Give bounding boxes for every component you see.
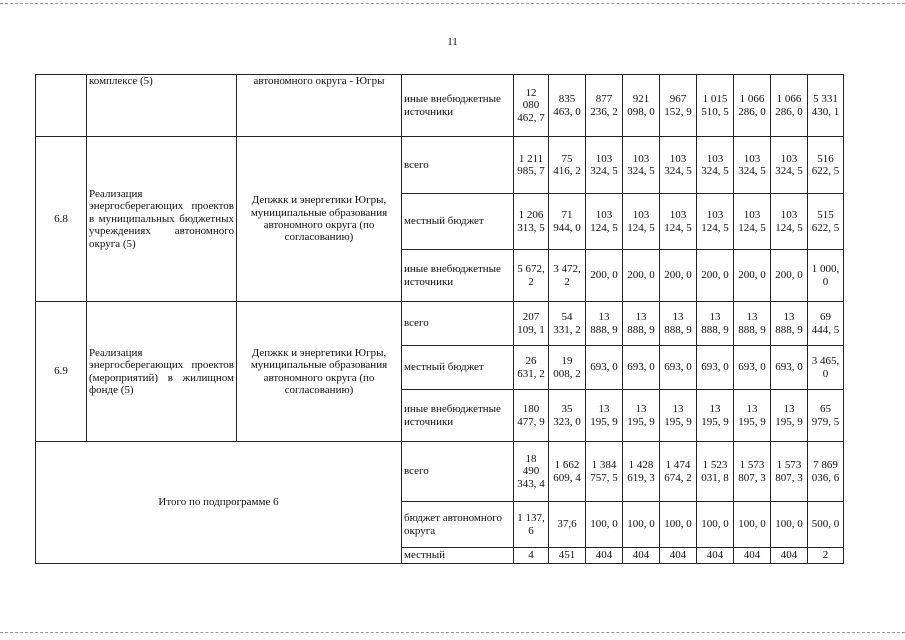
value-cell: 404 (660, 548, 697, 564)
value-cell: 1 066 286, 0 (771, 75, 808, 137)
item-code: 6.9 (36, 302, 87, 442)
value-cell: 1 662 609, 4 (549, 442, 586, 502)
value-cell: 1 384 757, 5 (586, 442, 623, 502)
continued-executor-cell: автономного округа - Югры (237, 75, 402, 137)
table-row (36, 75, 844, 137)
value-cell: 516 622, 5 (808, 137, 844, 194)
value-cell: 69 444, 5 (808, 302, 844, 346)
value-cell: 835 463, 0 (549, 75, 586, 137)
table-row (36, 302, 844, 346)
value-cell: 404 (771, 548, 808, 564)
source-cell: всего (402, 442, 514, 502)
source-cell: всего (402, 137, 514, 194)
value-cell: 103 124, 5 (734, 194, 771, 250)
value-cell: 35 323, 0 (549, 390, 586, 442)
value-cell: 693, 0 (623, 346, 660, 390)
value-cell: 180 477, 9 (514, 390, 549, 442)
value-cell: 200, 0 (697, 250, 734, 302)
value-cell: 4 (514, 548, 549, 564)
source-cell: иные внебюджетные источники (402, 75, 514, 137)
value-cell: 5 672, 2 (514, 250, 549, 302)
source-cell: бюджет автономного округа (402, 502, 514, 548)
source-cell: местный (402, 548, 514, 564)
value-cell: 200, 0 (623, 250, 660, 302)
code-cell (36, 75, 87, 137)
value-cell: 693, 0 (586, 346, 623, 390)
value-cell: 100, 0 (586, 502, 623, 548)
source-cell: иные внебюджетные источники (402, 390, 514, 442)
value-cell: 18 490 343, 4 (514, 442, 549, 502)
value-cell: 13 888, 9 (660, 302, 697, 346)
item-name: Реализация энергосберегающих проектов в муниципальных бюджетных учреждениях автономного округа (5) (87, 137, 237, 302)
continued-name-cell: комплексе (5) (87, 75, 237, 137)
value-cell: 100, 0 (660, 502, 697, 548)
value-cell: 877 236, 2 (586, 75, 623, 137)
value-cell: 693, 0 (660, 346, 697, 390)
subprogram-total-label: Итого по подпрограмме 6 (36, 442, 402, 564)
value-cell: 103 324, 5 (586, 137, 623, 194)
value-cell: 1 573 807, 3 (734, 442, 771, 502)
value-cell: 967 152, 9 (660, 75, 697, 137)
value-cell: 103 324, 5 (623, 137, 660, 194)
value-cell: 13 195, 9 (586, 390, 623, 442)
value-cell: 1 211 985, 7 (514, 137, 549, 194)
item-code: 6.8 (36, 137, 87, 302)
value-cell: 103 324, 5 (734, 137, 771, 194)
value-cell: 54 331, 2 (549, 302, 586, 346)
value-cell: 404 (623, 548, 660, 564)
value-cell: 3 465, 0 (808, 346, 844, 390)
value-cell: 1 206 313, 5 (514, 194, 549, 250)
value-cell: 13 888, 9 (586, 302, 623, 346)
value-cell: 404 (697, 548, 734, 564)
value-cell: 100, 0 (697, 502, 734, 548)
value-cell: 13 195, 9 (771, 390, 808, 442)
table-row (36, 137, 844, 194)
source-cell: местный бюджет (402, 194, 514, 250)
item-executor: Депжкк и энергетики Югры, муниципальные образования автономного округа (по согласованию) (237, 137, 402, 302)
value-cell: 37,6 (549, 502, 586, 548)
value-cell: 200, 0 (771, 250, 808, 302)
value-cell: 1 137, 6 (514, 502, 549, 548)
value-cell: 13 888, 9 (734, 302, 771, 346)
value-cell: 200, 0 (734, 250, 771, 302)
value-cell: 1 000, 0 (808, 250, 844, 302)
source-cell: всего (402, 302, 514, 346)
item-executor: Депжкк и энергетики Югры, муниципальные образования автономного округа (по согласованию) (237, 302, 402, 442)
value-cell: 1 523 031, 8 (697, 442, 734, 502)
page-number: 11 (447, 36, 458, 48)
value-cell: 13 888, 9 (623, 302, 660, 346)
value-cell: 75 416, 2 (549, 137, 586, 194)
value-cell: 404 (734, 548, 771, 564)
scan-top-edge (0, 3, 905, 4)
value-cell: 500, 0 (808, 502, 844, 548)
source-cell: местный бюджет (402, 346, 514, 390)
budget-table (35, 74, 844, 564)
value-cell: 693, 0 (771, 346, 808, 390)
value-cell: 103 124, 5 (771, 194, 808, 250)
value-cell: 1 015 510, 5 (697, 75, 734, 137)
value-cell: 451 (549, 548, 586, 564)
value-cell: 13 888, 9 (697, 302, 734, 346)
value-cell: 1 066 286, 0 (734, 75, 771, 137)
value-cell: 12 080 462, 7 (514, 75, 549, 137)
value-cell: 103 324, 5 (660, 137, 697, 194)
value-cell: 13 195, 9 (734, 390, 771, 442)
value-cell: 404 (586, 548, 623, 564)
value-cell: 13 195, 9 (660, 390, 697, 442)
value-cell: 200, 0 (586, 250, 623, 302)
value-cell: 100, 0 (771, 502, 808, 548)
scan-bottom-edge (0, 632, 905, 633)
value-cell: 103 124, 5 (697, 194, 734, 250)
value-cell: 26 631, 2 (514, 346, 549, 390)
value-cell: 13 195, 9 (697, 390, 734, 442)
value-cell: 103 324, 5 (771, 137, 808, 194)
value-cell: 200, 0 (660, 250, 697, 302)
value-cell: 207 109, 1 (514, 302, 549, 346)
value-cell: 103 124, 5 (660, 194, 697, 250)
value-cell: 71 944, 0 (549, 194, 586, 250)
value-cell: 1 428 619, 3 (623, 442, 660, 502)
value-cell: 65 979, 5 (808, 390, 844, 442)
value-cell: 103 124, 5 (623, 194, 660, 250)
value-cell: 103 124, 5 (586, 194, 623, 250)
value-cell: 1 573 807, 3 (771, 442, 808, 502)
value-cell: 2 (808, 548, 844, 564)
value-cell: 103 324, 5 (697, 137, 734, 194)
value-cell: 693, 0 (734, 346, 771, 390)
value-cell: 921 098, 0 (623, 75, 660, 137)
value-cell: 100, 0 (734, 502, 771, 548)
value-cell: 7 869 036, 6 (808, 442, 844, 502)
value-cell: 100, 0 (623, 502, 660, 548)
value-cell: 3 472, 2 (549, 250, 586, 302)
item-name: Реализация энергосберегающих проектов (мероприятий) в жилищном фонде (5) (87, 302, 237, 442)
value-cell: 693, 0 (697, 346, 734, 390)
value-cell: 5 331 430, 1 (808, 75, 844, 137)
source-cell: иные внебюджетные источники (402, 250, 514, 302)
value-cell: 13 888, 9 (771, 302, 808, 346)
value-cell: 13 195, 9 (623, 390, 660, 442)
table-row (36, 442, 844, 502)
value-cell: 515 622, 5 (808, 194, 844, 250)
value-cell: 19 008, 2 (549, 346, 586, 390)
value-cell: 1 474 674, 2 (660, 442, 697, 502)
